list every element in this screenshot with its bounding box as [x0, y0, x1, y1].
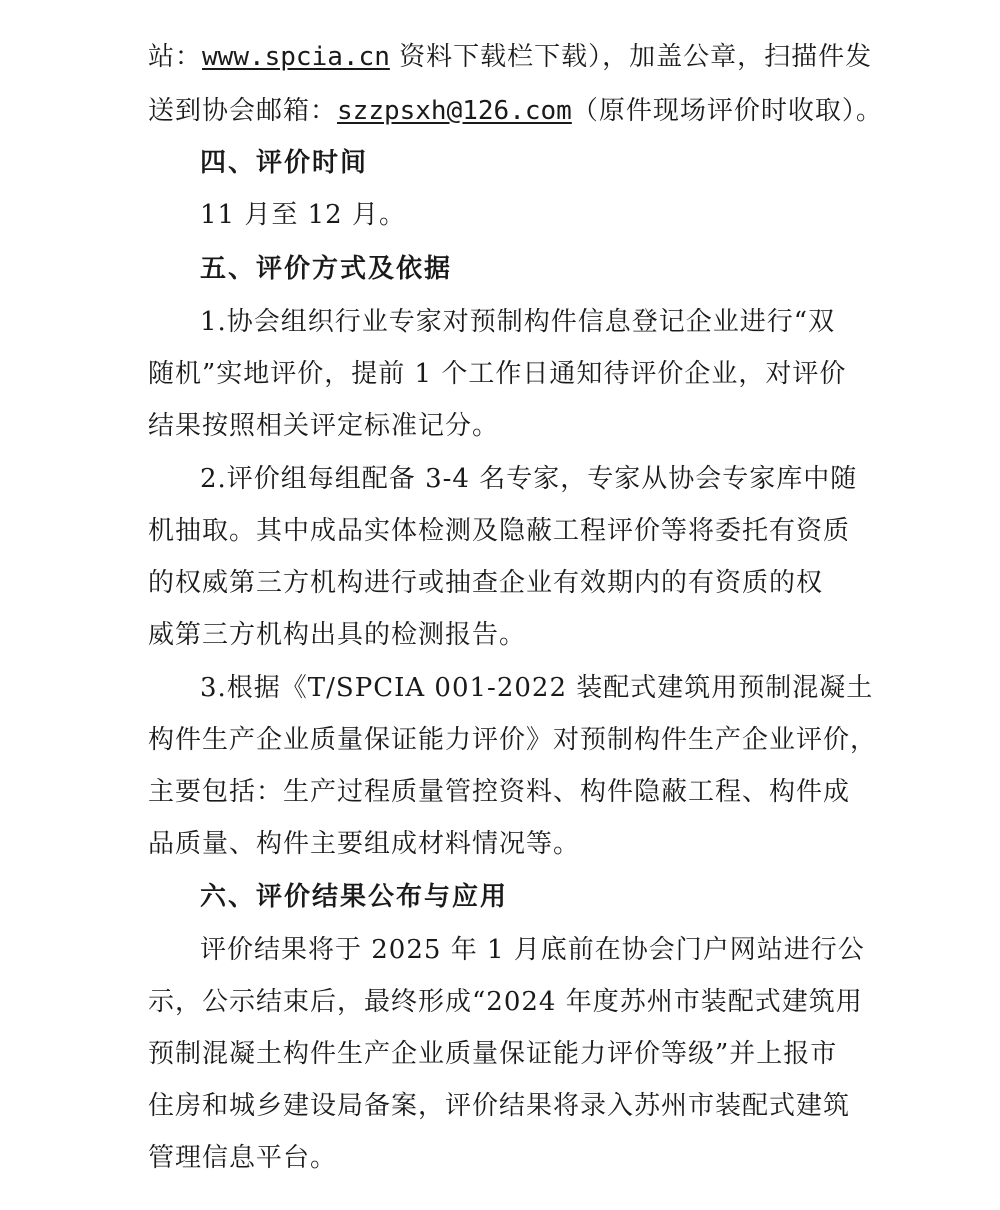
paragraph-line: 构件生产企业质量保证能力评价》对预制构件生产企业评价，	[148, 725, 878, 755]
paragraph-line: 的权威第三方机构进行或抽查企业有效期内的有资质的权	[148, 568, 824, 598]
paragraph-line: 1.协会组织行业专家对预制构件信息登记企业进行“双	[200, 307, 836, 337]
intro-text: （原件现场评价时收取）。	[571, 96, 883, 126]
intro-text: 站：	[148, 42, 203, 72]
section-heading-time: 四、评价时间	[200, 148, 369, 178]
section-body-time: 11 月至 12 月。	[200, 200, 406, 230]
website-link[interactable]: www.spcia.cn	[202, 42, 390, 72]
paragraph-line: 2.评价组每组配备 3-4 名专家，专家从协会专家库中随	[200, 464, 858, 494]
paragraph-line: 机抽取。其中成品实体检测及隐蔽工程评价等将委托有资质	[148, 516, 851, 546]
intro-line-1	[148, 40, 873, 74]
paragraph-line: 住房和城乡建设局备案，评价结果将录入苏州市装配式建筑	[148, 1091, 851, 1121]
paragraph-line: 品质量、构件主要组成材料情况等。	[148, 829, 581, 859]
intro-text: 送到协会邮箱：	[148, 96, 338, 126]
email-link[interactable]: szzpsxh@126.com	[337, 96, 572, 126]
paragraph-line: 威第三方机构出具的检测报告。	[148, 620, 527, 650]
paragraph-line: 评价结果将于 2025 年 1 月底前在协会门户网站进行公	[200, 935, 865, 965]
paragraph-line: 管理信息平台。	[148, 1143, 338, 1173]
paragraph-line: 随机”实地评价，提前 1 个工作日通知待评价企业，对评价	[148, 359, 847, 389]
paragraph-line: 3.根据《T/SPCIA 001-2022 装配式建筑用预制混凝土	[200, 673, 874, 703]
paragraph-line: 结果按照相关评定标准记分。	[148, 411, 500, 441]
intro-line-2	[148, 94, 883, 128]
paragraph-line: 示，公示结束后，最终形成“2024 年度苏州市装配式建筑用	[148, 987, 863, 1017]
paragraph-line: 预制混凝土构件生产企业质量保证能力评价等级”并上报市	[148, 1039, 838, 1069]
section-heading-method: 五、评价方式及依据	[200, 254, 453, 284]
paragraph-line: 主要包括：生产过程质量管控资料、构件隐蔽工程、构件成	[148, 777, 851, 807]
section-heading-results: 六、评价结果公布与应用	[200, 882, 509, 912]
intro-text: 资料下载栏下载），加盖公章，扫描件发	[389, 42, 873, 72]
